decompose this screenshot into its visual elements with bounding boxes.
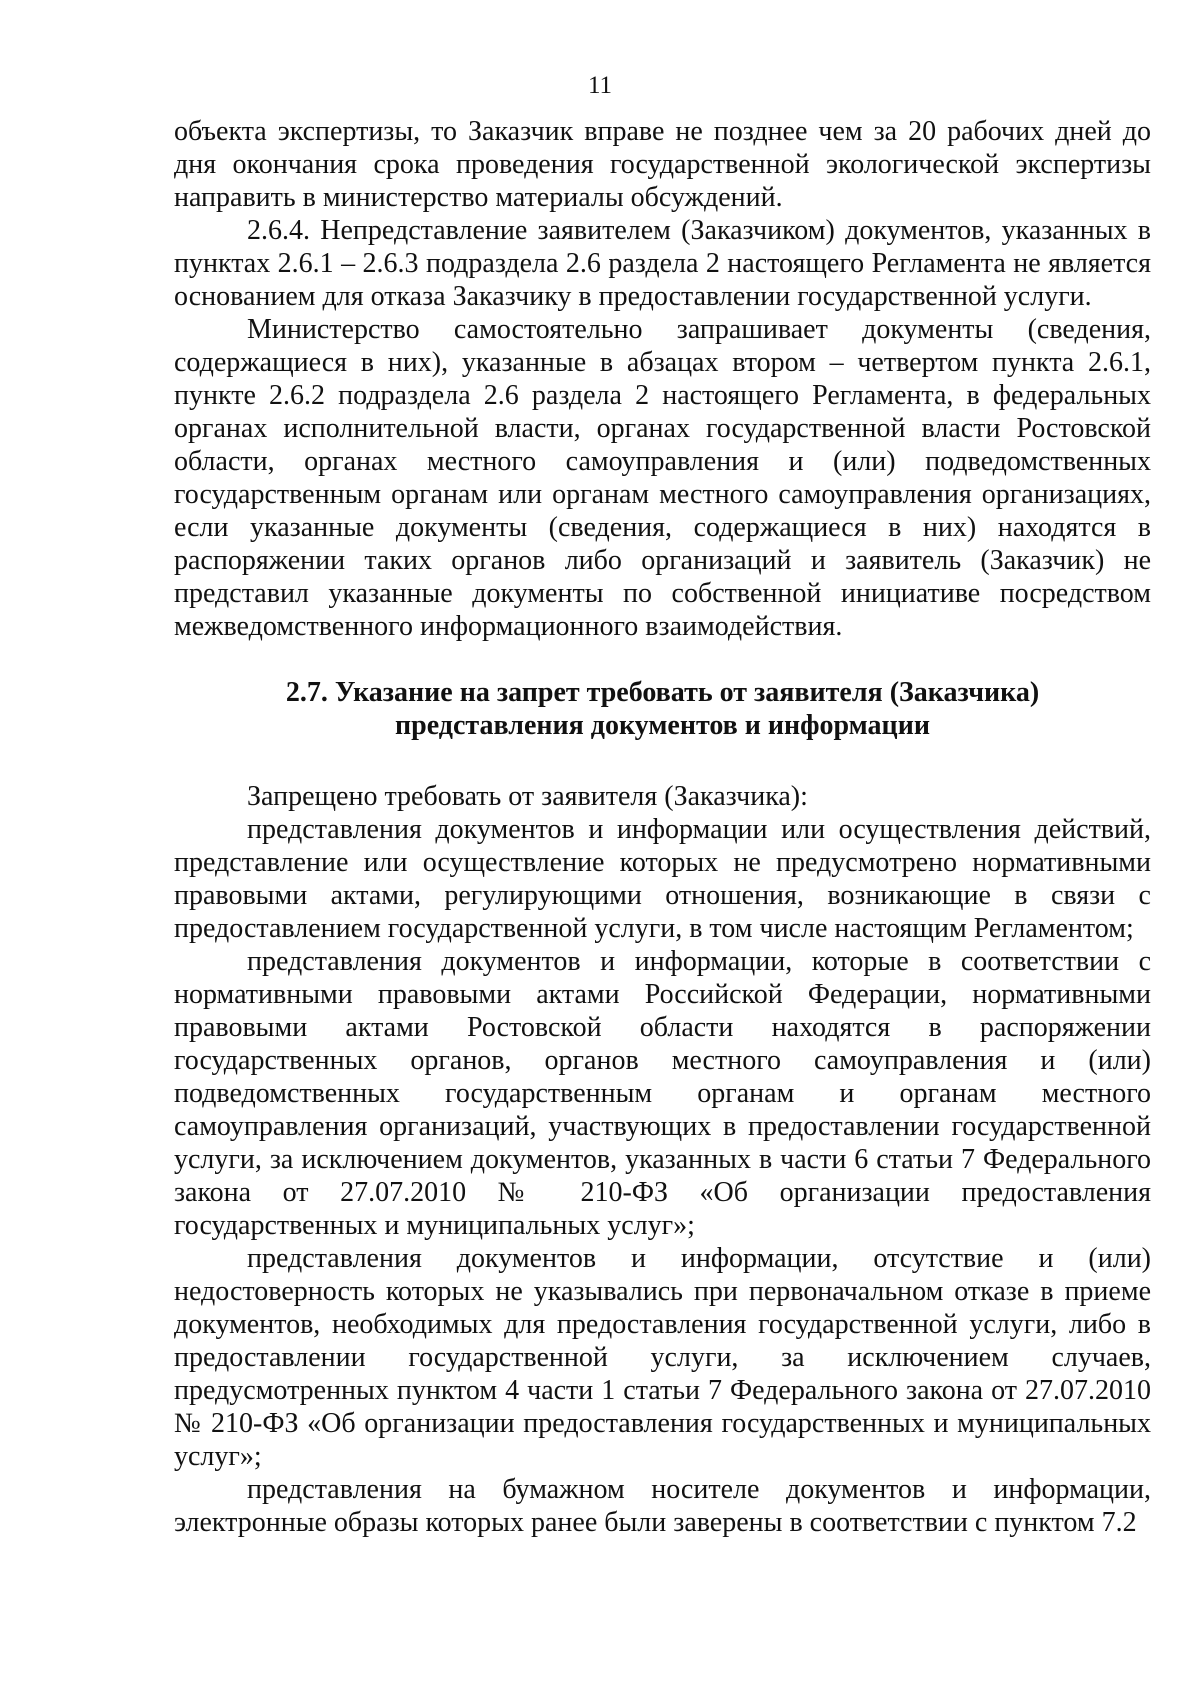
section-heading-line: 2.7. Указание на запрет требовать от заявителя (Заказчика) [285, 677, 1040, 708]
paragraph-ministry-requests: Министерство самостоятельно запрашивает документы (сведения, содержащиеся в них), указанные в абзацах втором – четвертом пункта 2.6.1, пункте 2.6.2 подраздела 2.6 раздела 2 настоящего Регламента, в федеральных органах исполнительной власти, органах государственной власти Ростовской области, органах местного самоуправления и (или) подведомственных государственным органам или органам местного самоуправления организациях, если указанные документы (сведения, содержащиеся в них) находятся в распоряжении таких органов либо организаций и заявитель (Заказчик) не представил указанные документы по собственной инициативе посредством межведомственного информационного взаимодействия. [174, 314, 1151, 642]
section-heading-line: представления документов и информации [395, 710, 930, 741]
paragraph-prohibition-item: представления документов и информации или осуществления действий, представление или осуществление которых не предусмотрено нормативными правовыми актами, регулирующими отношения, возникающие в связи с предоставлением государственной услуги, в том числе настоящим Регламентом; [174, 814, 1151, 944]
paragraph-prohibition-item: представления документов и информации, которые в соответствии с нормативными правовыми актами Российской Федерации, нормативными правовыми актами Ростовской области находятся в распоряжении государственных органов, органов местного самоуправления и (или) подведомственных государственным органам и органам местного самоуправления организаций, участвующих в предоставлении государственной услуги, за исключением документов, указанных в части 6 статьи 7 Федерального закона от 27.07.2010 № 210-ФЗ «Об организации предоставления государственных и муниципальных услуг»; [174, 946, 1151, 1241]
paragraph-prohibition-intro: Запрещено требовать от заявителя (Заказчика): [247, 781, 808, 812]
document-body [174, 115, 1151, 1539]
paragraph-prohibition-item: представления документов и информации, отсутствие и (или) недостоверность которых не указывались при первоначальном отказе в приеме документов, необходимых для предоставления государственной услуги, либо в предоставлении государственной услуги, за исключением случаев, предусмотренных пунктом 4 части 1 статьи 7 Федерального закона от 27.07.2010 № 210-ФЗ «Об организации предоставления государственных и муниципальных услуг»; [174, 1243, 1151, 1472]
paragraph-2-6-4: 2.6.4. Непредставление заявителем (Заказчиком) документов, указанных в пунктах 2.6.1 – 2.6.3 подраздела 2.6 раздела 2 настоящего Регламента не является основанием для отказа Заказчику в предоставлении государственной услуги. [174, 215, 1151, 312]
paragraph-prohibition-item: представления на бумажном носителе документов и информации, электронные образы которых ранее были заверены в соответствии с пунктом 7.2 [174, 1474, 1151, 1538]
section-heading-2-7 [174, 676, 1151, 742]
paragraph-continuation: объекта экспертизы, то Заказчик вправе не позднее чем за 20 рабочих дней до дня окончания срока проведения государственной экологической экспертизы направить в министерство материалы обсуждений. [174, 116, 1151, 213]
page-number: 11 [587, 72, 613, 99]
